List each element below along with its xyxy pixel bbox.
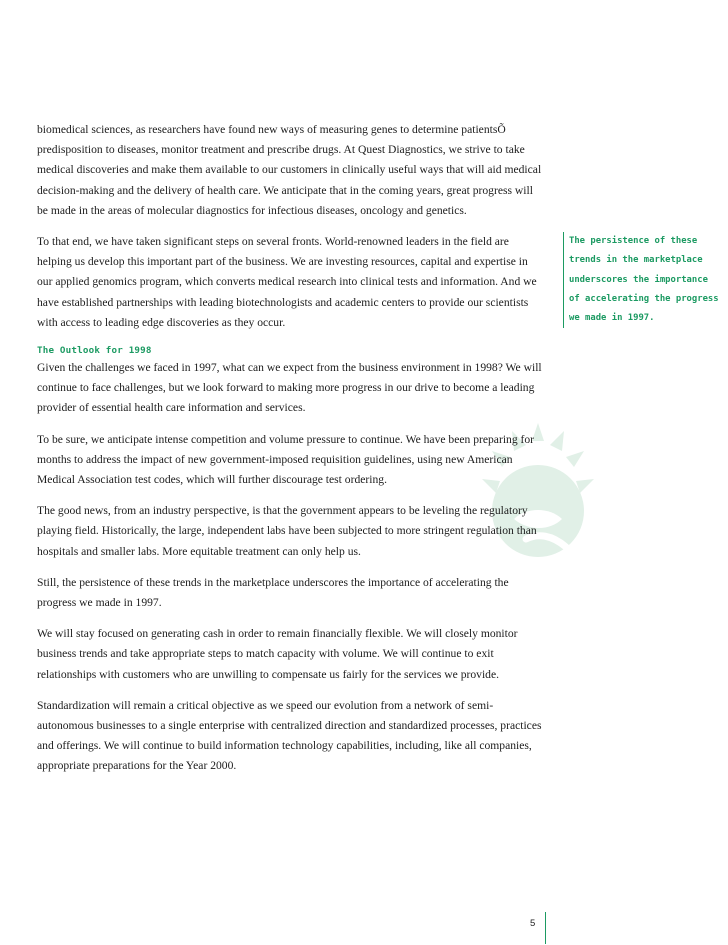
- footer-divider: [545, 912, 546, 944]
- page-number: 5: [530, 918, 536, 929]
- pull-quote-text: The persistence of these trends in the marketplace underscores the importance of accelerating the progress we made in 1997.: [569, 236, 719, 324]
- paragraph-good-news: The good news, from an industry perspective, is that the government appears to be leveling the regulatory playing field. Historically, the large, independent labs have been subjected to more stringent regulation than hospitals and smaller labs. More equitable treatment can only help us.: [37, 504, 537, 558]
- paragraph-outlook: Given the challenges we faced in 1997, what can we expect from the business environment in 1998? We will continue to face challenges, but we look forward to making more progress in our drive to become a leading provider of essential health care information and services.: [37, 361, 542, 415]
- section-heading-outlook: The Outlook for 1998: [37, 345, 152, 357]
- paragraph-fronts: To that end, we have taken significant steps on several fronts. World-renowned leaders in the field are helping us develop this important part of the business. We are investing resources, capital and expertise in our applied genomics program, which converts medical research into clinical tests and information. And we have established partnerships with leading biotechnologists and academic centers to provide our scientists with access to leading edge discoveries as they occur.: [37, 235, 537, 329]
- paragraph-cash: We will stay focused on generating cash in order to remain financially flexible. We will closely monitor business trends and take appropriate steps to match capacity with volume. We will continue to exit relationships with customers who are unwilling to compensate us fairly for the services we provide.: [37, 627, 518, 681]
- paragraph-standardization: Standardization will remain a critical objective as we speed our evolution from a network of semi-autonomous businesses to a single enterprise with centralized direction and standardized processes, practices and offerings. We will continue to build information technology capabilities, including, like all companies, appropriate preparations for the Year 2000.: [37, 698, 542, 773]
- paragraph-intro-continued: biomedical sciences, as researchers have found new ways of measuring genes to determine patientsÕ predisposition to diseases, monitor treatment and prescribe drugs. At Quest Diagnostics, we strive to take medical discoveries and make them available to our customers in clinically useful ways that will aid medical decision-making and the delivery of health care. We anticipate that in the coming years, great progress will be made in the areas of molecular diagnostics for infectious diseases, oncology and genetics.: [37, 123, 542, 217]
- paragraph-persistence: Still, the persistence of these trends in the marketplace underscores the importance of accelerating the progress we made in 1997.: [37, 575, 509, 610]
- pull-quote-sidebar: [563, 232, 719, 328]
- article-body: [37, 120, 542, 788]
- paragraph-competition: To be sure, we anticipate intense competition and volume pressure to continue. We have been preparing for months to address the impact of new government-imposed requisition guidelines, using new American Medical Association test codes, which will further discourage test ordering.: [37, 432, 535, 487]
